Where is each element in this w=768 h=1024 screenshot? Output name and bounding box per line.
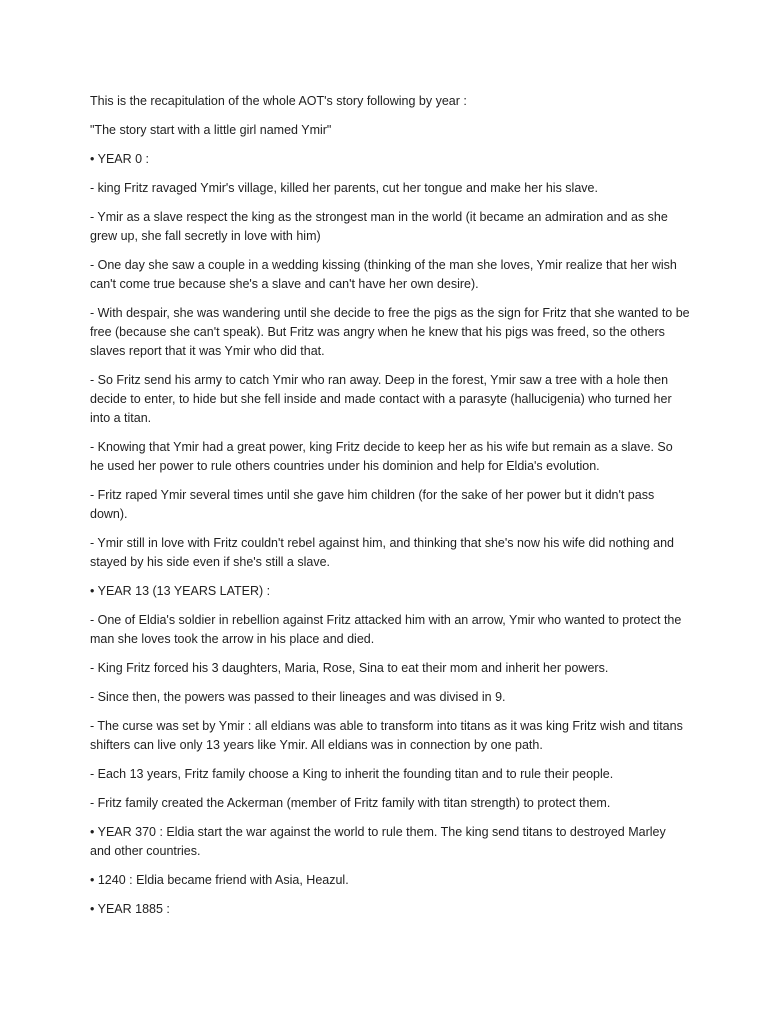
year13-heading: • YEAR 13 (13 YEARS LATER) : (90, 584, 271, 598)
year13-paragraph: - One of Eldia's soldier in rebellion against Fritz attacked him with an arrow, Ymir who wanted to protect the man she loves took the arrow in his place and died. (90, 613, 682, 646)
year0-paragraph: - Ymir still in love with Fritz couldn't rebel against him, and thinking that she's now his wife did nothing and stayed by his side even if she's still a slave. (90, 536, 675, 569)
year0-paragraph: - Fritz raped Ymir several times until she gave him children (for the sake of her power but it didn't pass down). (90, 488, 655, 521)
year13-paragraph: - King Fritz forced his 3 daughters, Maria, Rose, Sina to eat their mom and inherit her powers. (90, 661, 609, 675)
year13-paragraph: - Since then, the powers was passed to their lineages and was divised in 9. (90, 690, 506, 704)
year370-paragraph: • YEAR 370 : Eldia start the war against the world to rule them. The king send titans to destroyed Marley and other countries. (90, 825, 666, 858)
tagline-paragraph: "The story start with a little girl named Ymir" (90, 123, 332, 137)
intro-paragraph: This is the recapitulation of the whole AOT's story following by year : (90, 94, 467, 108)
year1240-paragraph: • 1240 : Eldia became friend with Asia, Heazul. (90, 873, 349, 887)
year0-paragraph: - So Fritz send his army to catch Ymir who ran away. Deep in the forest, Ymir saw a tree with a hole then decide to enter, to hide but she fell inside and made contact with a parasyte (hallucigenia) who turned her into a titan. (90, 373, 672, 425)
year0-paragraph: - Knowing that Ymir had a great power, king Fritz decide to keep her as his wife but remain as a slave. So he used her power to rule others countries under his dominion and help for Eldia's evolution. (90, 440, 673, 473)
year13-paragraph: - The curse was set by Ymir : all eldians was able to transform into titans as it was king Fritz wish and titans shifters can live only 13 years like Ymir. All eldians was in connection by one path. (90, 719, 683, 752)
year0-paragraph: - With despair, she was wandering until she decide to free the pigs as the sign for Fritz that she wanted to be free (because she can't speak). But Fritz was angry when he knew that his pigs was freed, so the others slaves report that it was Ymir who did that. (90, 306, 690, 358)
year13-paragraph: - Each 13 years, Fritz family choose a King to inherit the founding titan and to rule their people. (90, 767, 614, 781)
year13-paragraph: - Fritz family created the Ackerman (member of Fritz family with titan strength) to protect them. (90, 796, 611, 810)
document-page (90, 92, 690, 929)
year0-paragraph: - Ymir as a slave respect the king as the strongest man in the world (it became an admiration and as she grew up, she fall secretly in love with him) (90, 210, 668, 243)
year1885-heading: • YEAR 1885 : (90, 902, 170, 916)
year0-heading: • YEAR 0 : (90, 152, 150, 166)
year0-paragraph: - king Fritz ravaged Ymir's village, killed her parents, cut her tongue and make her his slave. (90, 181, 598, 195)
year0-paragraph: - One day she saw a couple in a wedding kissing (thinking of the man she loves, Ymir realize that her wish can't come true because she's a slave and can't have her own desire). (90, 258, 677, 291)
